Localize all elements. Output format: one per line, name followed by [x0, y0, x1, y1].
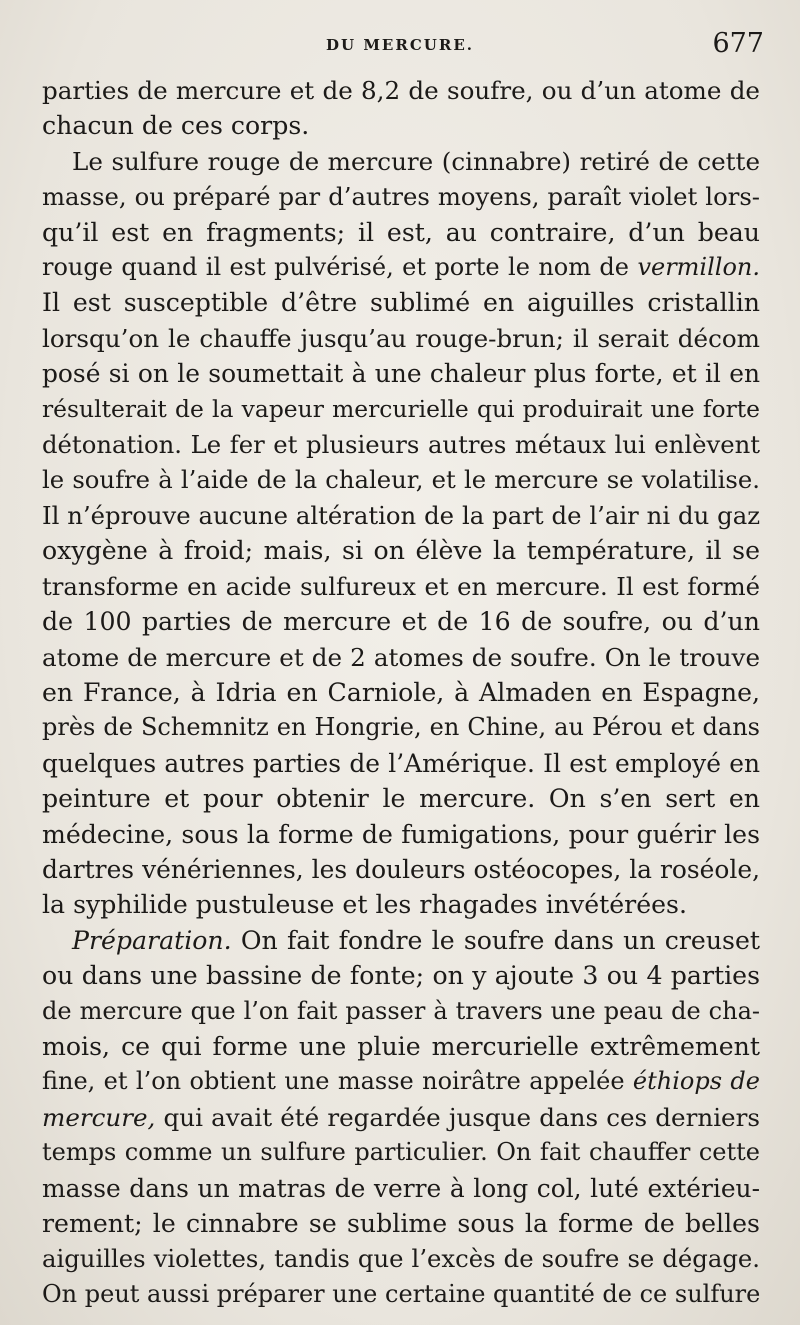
text-line: détonation. Le fer et plusieurs autres métaux lui enlèvent	[42, 430, 760, 460]
text-line: en France, à Idria en Carniole, à Almaden en Espagne,	[42, 677, 760, 707]
text-line: rement; le cinnabre se sublime sous la forme de belles	[42, 1209, 760, 1238]
text-line: qu’il est en fragments; il est, au contraire, d’un beau	[42, 217, 760, 247]
text-line: masse, ou préparé par d’autres moyens, paraît violet lors-	[42, 182, 760, 212]
text-line: dartres vénériennes, les douleurs ostéocopes, la roséole,	[42, 854, 760, 884]
body-text	[42, 73, 760, 1312]
text-segment: qui avait été regardée jusque dans ces derniers	[155, 1102, 760, 1132]
text-segment: rouge quand il est pulvérisé, et porte le nom de	[42, 253, 638, 282]
text-segment: On fait fondre le soufre dans un creuset	[231, 925, 760, 955]
text-line: peinture et pour obtenir le mercure. On s’en sert en	[42, 784, 760, 814]
text-line: la syphilide pustuleuse et les rhagades invétérées.	[42, 890, 687, 920]
italic-term: mercure,	[42, 1102, 156, 1132]
text-line: médecine, sous la forme de fumigations, pour guérir les	[42, 819, 760, 849]
italic-term: éthiops de	[632, 1067, 760, 1096]
paragraph	[42, 73, 760, 144]
text-line: atome de mercure et de 2 atomes de soufre. On le trouve	[42, 642, 760, 672]
text-line: ou dans une bassine de fonte; on y ajoute 3 ou 4 parties	[42, 961, 760, 991]
text-line: lorsqu’on le chauffe jusqu’au rouge-brun; il serait décom	[42, 323, 760, 353]
text-line	[42, 1100, 760, 1135]
italic-term: vermillon.	[637, 253, 760, 282]
text-line: temps comme un sulfure particulier. On fait chauffer cette	[42, 1138, 760, 1167]
text-segment: fine, et l’on obtient une masse noirâtre appelée	[42, 1067, 633, 1096]
italic-heading: Préparation.	[72, 925, 232, 955]
text-line: Le sulfure rouge de mercure (cinnabre) retiré de cette	[72, 146, 760, 176]
text-line: Il est susceptible d’être sublimé en aiguilles cristallin	[42, 288, 760, 318]
text-line	[42, 923, 760, 958]
text-line: chacun de ces corps.	[42, 111, 310, 141]
text-line: de 100 parties de mercure et de 16 de soufre, ou d’un	[42, 607, 760, 637]
text-line: posé si on le soumettait à une chaleur plus forte, et il en	[42, 359, 760, 389]
text-line	[42, 1064, 760, 1099]
text-line: Il n’éprouve aucune altération de la part de l’air ni du gaz	[42, 500, 760, 530]
text-line: oxygène à froid; mais, si on élève la température, il se	[42, 536, 760, 566]
paragraph	[42, 923, 760, 1312]
text-line: quelques autres parties de l’Amérique. Il est employé en	[42, 748, 760, 778]
text-line: de mercure que l’on fait passer à travers une peau de cha-	[42, 996, 760, 1025]
text-line: aiguilles violettes, tandis que l’excès de soufre se dégage.	[42, 1244, 760, 1274]
text-line: On peut aussi préparer une certaine quantité de ce sulfure	[42, 1279, 761, 1308]
paragraph	[42, 144, 760, 923]
text-line: masse dans un matras de verre à long col, luté extérieu-	[42, 1173, 760, 1203]
text-line: près de Schemnitz en Hongrie, en Chine, au Pérou et dans	[42, 713, 760, 742]
text-line	[42, 250, 760, 285]
text-line: parties de mercure et de 8,2 de soufre, ou d’un atome de	[42, 76, 760, 105]
running-title: DU MERCURE.	[326, 36, 474, 54]
text-line: mois, ce qui forme une pluie mercurielle extrêmement	[42, 1031, 760, 1061]
text-line: résulterait de la vapeur mercurielle qui produirait une forte	[42, 394, 760, 423]
page-number: 677	[712, 28, 764, 59]
text-line: le soufre à l’aide de la chaleur, et le mercure se volatilise.	[42, 465, 760, 495]
text-line: transforme en acide sulfureux et en mercure. Il est formé	[42, 571, 760, 601]
